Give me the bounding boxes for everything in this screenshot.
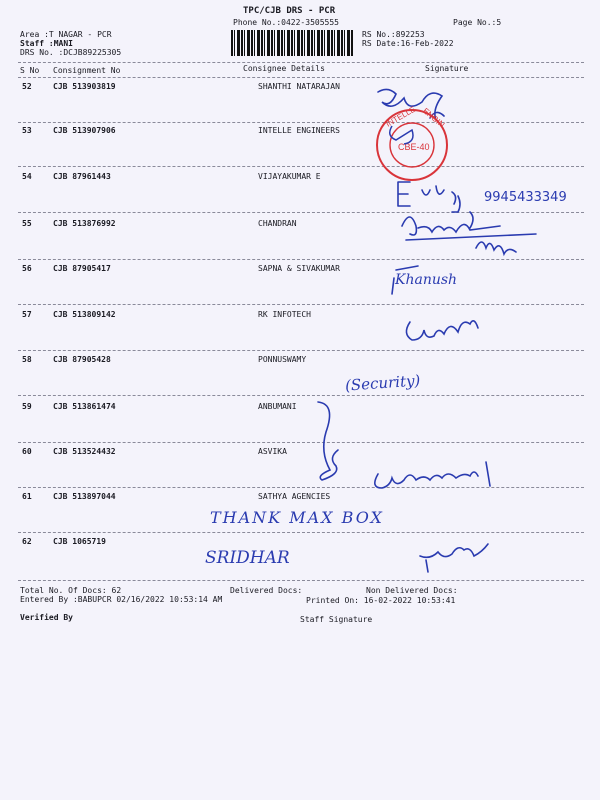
page-number: Page No.:5	[453, 18, 502, 27]
staff-label: Staff :MANI	[20, 39, 73, 48]
row-consignee: SHANTHI NATARAJAN	[258, 82, 340, 91]
row-sno: 62	[22, 537, 32, 546]
rs-date: RS Date:16-Feb-2022	[362, 39, 454, 48]
handwritten-name-56: Khanush	[395, 272, 458, 288]
entered-by: Entered By :BABUPCR 02/16/2022 10:53:14 AM	[20, 595, 223, 604]
phone-number: Phone No.:0422-3505555	[233, 18, 339, 27]
non-delivered-docs: Non Delivered Docs:	[366, 586, 458, 595]
row-sno: 61	[22, 492, 32, 501]
area-label: Area :T NAGAR - PCR	[20, 30, 112, 39]
svg-text:ENGIN: ENGIN	[421, 106, 447, 130]
row-sno: 54	[22, 172, 32, 181]
printed-on: Printed On: 16-02-2022 10:53:41	[306, 596, 456, 605]
row-consignee: ASVIKA	[258, 447, 287, 456]
row-sno: 55	[22, 219, 32, 228]
verified-by: Verified By	[20, 613, 73, 622]
drs-number: DRS No. :DCJB89225305	[20, 48, 122, 57]
col-signature: Signature	[425, 64, 469, 73]
handwritten-note-61: THANK MAX BOX	[210, 508, 384, 527]
row-consignment: CJB 513907906	[53, 126, 116, 135]
row-consignee: VIJAYAKUMAR E	[258, 172, 321, 181]
row-consignment: CJB 87905417	[53, 264, 111, 273]
divider	[18, 580, 584, 581]
bracket-59-60	[318, 402, 338, 480]
signature-55-b	[476, 242, 516, 254]
row-sno: 53	[22, 126, 32, 135]
svg-text:CBE-40: CBE-40	[398, 142, 430, 152]
staff-signature: Staff Signature	[300, 615, 373, 624]
col-consignment: Consignment No	[53, 66, 121, 75]
row-consignment: CJB 87905428	[53, 355, 111, 364]
svg-text:INTELLE: INTELLE	[384, 104, 417, 129]
row-consignment: CJB 1065719	[53, 537, 106, 546]
row-consignment: CJB 513809142	[53, 310, 116, 319]
row-consignment: CJB 513876992	[53, 219, 116, 228]
total-docs: Total No. Of Docs: 62	[20, 586, 122, 595]
row-sno: 52	[22, 82, 32, 91]
row-sno: 56	[22, 264, 32, 273]
row-consignee: CHANDRAN	[258, 219, 297, 228]
delivered-docs: Delivered Docs:	[230, 586, 303, 595]
signature-54	[398, 182, 460, 212]
signature-55	[402, 212, 536, 240]
company-stamp	[377, 105, 447, 180]
handwritten-name-62: SRIDHAR	[205, 548, 290, 568]
row-consignment: CJB 87961443	[53, 172, 111, 181]
row-sno: 57	[22, 310, 32, 319]
document-title: TPC/CJB DRS - PCR	[243, 6, 336, 16]
row-consignee: SATHYA AGENCIES	[258, 492, 331, 501]
signature-60	[375, 462, 490, 488]
rs-number: RS No.:892253	[362, 30, 425, 39]
row-consignee: ANBUMANI	[258, 402, 297, 411]
handwritten-phone: 9945433349	[484, 190, 567, 205]
row-consignment: CJB 513903819	[53, 82, 116, 91]
signature-62-right	[420, 544, 488, 572]
row-consignee: SAPNA & SIVAKUMAR	[258, 264, 340, 273]
handwritten-security: (Security)	[344, 371, 421, 395]
row-sno: 58	[22, 355, 32, 364]
row-consignment: CJB 513861474	[53, 402, 116, 411]
row-sno: 60	[22, 447, 32, 456]
row-consignment: CJB 513524432	[53, 447, 116, 456]
row-consignment: CJB 513897044	[53, 492, 116, 501]
col-sno: S No	[20, 66, 40, 75]
row-consignee: RK INFOTECH	[258, 310, 311, 319]
col-consignee: Consignee Details	[243, 64, 325, 73]
row-sno: 59	[22, 402, 32, 411]
row-consignee: PONNUSWAMY	[258, 355, 307, 364]
signature-57	[406, 321, 478, 340]
row-consignee: INTELLE ENGINEERS	[258, 126, 340, 135]
